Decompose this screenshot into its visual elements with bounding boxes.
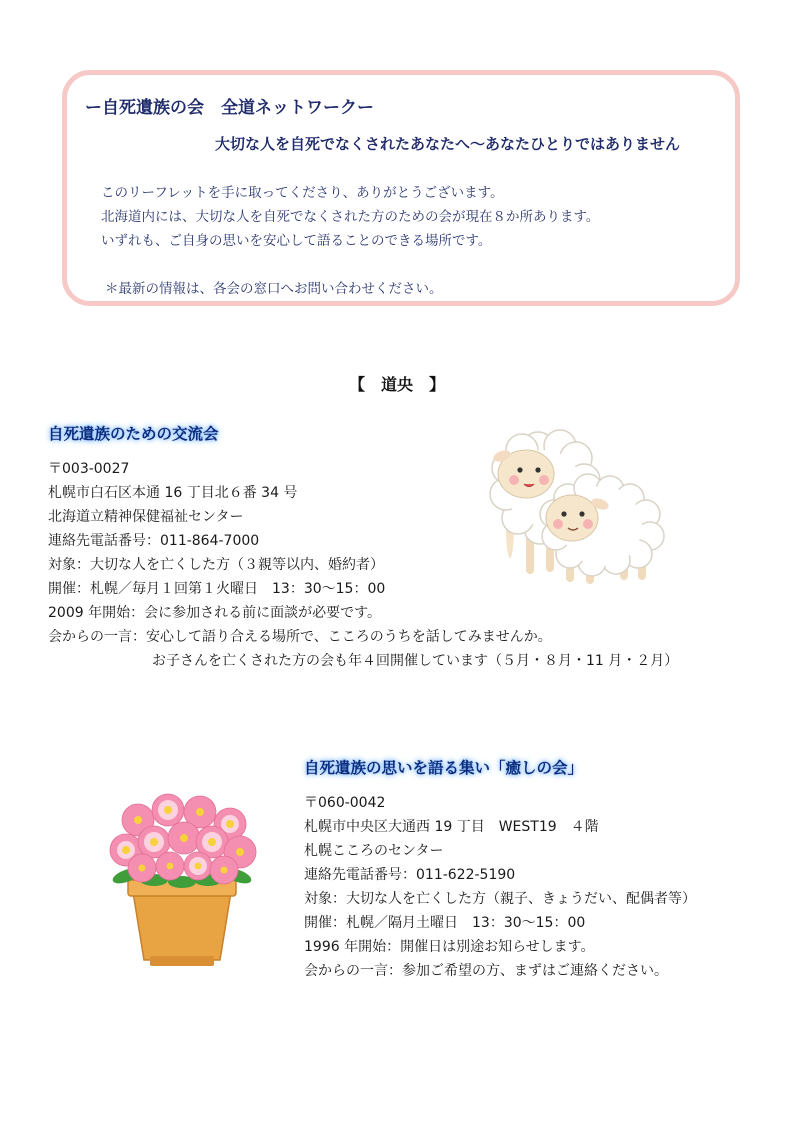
intro-note: ＊最新の情報は、各会の窓口へお問い合わせください。 [105,281,443,297]
sheep-illustration [488,428,668,588]
group-2-started: 1996 年開始：開催日は別途お知らせします。 [304,939,595,955]
group-1-message: 会からの一言：安心して語り合える場所で、こころのうちを話してみませんか。 [48,629,552,645]
group-1-facility: 北海道立精神保健福祉センター [48,509,244,525]
group-1-message-cont: お子さんを亡くされた方の会も年４回開催しています（５月・８月・11 月・２月） [152,653,679,669]
group-1-postal: 〒003-0027 [48,461,130,477]
group-2-schedule: 開催：札幌／隔月土曜日 13：30～15：00 [304,915,586,931]
intro-line: いずれも、ご自身の思いを安心して語ることのできる場所です。 [101,233,492,249]
intro-line: 北海道内には、大切な人を自死でなくされた方のための会が現在８か所あります。 [101,209,600,225]
group-2-address: 札幌市中央区大通西 19 丁目 WEST19 ４階 [304,819,599,835]
group-1-target: 対象：大切な人を亡くした方（３親等以内、婚約者） [48,557,384,573]
flower-pot-illustration [104,790,260,972]
group-2-title: 自死遺族の思いを語る集い「癒しの会」 [304,759,584,777]
region-heading: 【 道央 】 [348,375,445,394]
group-1-schedule: 開催：札幌／毎月１回第１火曜日 13：30～15：00 [48,581,386,597]
group-1-address: 札幌市白石区本通 16 丁目北６番 34 号 [48,485,298,501]
group-1-phone: 連絡先電話番号：011-864-7000 [48,533,260,549]
intro-box [62,70,740,306]
group-2-message: 会からの一言：参加ご希望の方、まずはご連絡ください。 [304,963,668,979]
intro-line: このリーフレットを手に取ってくださり、ありがとうございます。 [101,185,504,201]
group-2-target: 対象：大切な人を亡くした方（親子、きょうだい、配偶者等） [304,891,696,907]
group-2-facility: 札幌こころのセンター [304,843,444,859]
group-2-postal: 〒060-0042 [304,795,386,811]
group-1-started: 2009 年開始：会に参加される前に面談が必要です。 [48,605,381,621]
intro-title: ー自死遺族の会 全道ネットワークー [85,98,374,118]
intro-subtitle: 大切な人を自死でなくされたあなたへ～あなたひとりではありません [215,135,681,153]
group-2-phone: 連絡先電話番号：011-622-5190 [304,867,516,883]
group-1-title: 自死遺族のための交流会 [48,425,219,443]
